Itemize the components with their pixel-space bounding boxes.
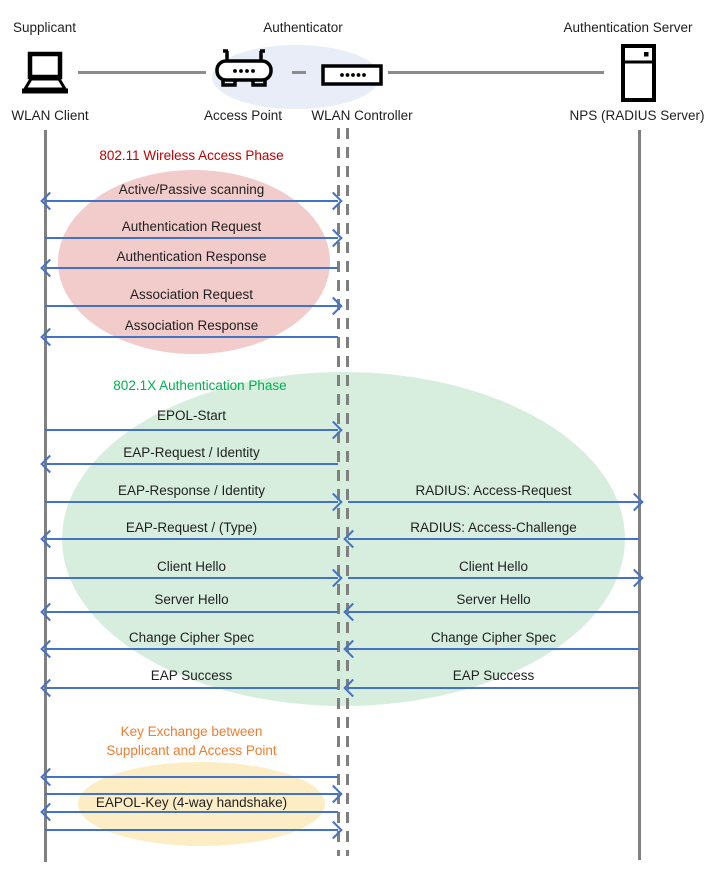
phase-title-key-exchange-line2: Supplicant and Access Point (106, 743, 277, 758)
message-arrow-left (45, 687, 338, 689)
message-arrow-right (348, 577, 639, 579)
message-arrow-left (45, 267, 338, 269)
link-ap-controller (292, 71, 306, 74)
role-supplicant: Supplicant (13, 20, 77, 35)
message-arrow-right (45, 237, 338, 239)
message-label: Change Cipher Spec (128, 630, 255, 645)
phase-title-80211: 802.11 Wireless Access Phase (99, 148, 284, 163)
message-arrow-right (348, 501, 639, 503)
message-label: Change Cipher Spec (430, 630, 557, 645)
device-wlan-controller: WLAN Controller (311, 108, 413, 123)
role-authenticator: Authenticator (263, 20, 343, 35)
handshake-label: EAPOL-Key (4-way handshake) (95, 795, 288, 810)
phase-title-key-exchange (45, 722, 338, 760)
link-client-ap (78, 71, 206, 74)
access-point-icon (213, 47, 275, 98)
message-arrow-right (45, 305, 338, 307)
message-arrow-left (348, 648, 639, 650)
handshake-arrow-left (45, 776, 338, 778)
device-wlan-client: WLAN Client (11, 108, 89, 123)
wlan-controller-icon (321, 64, 383, 91)
message-arrow-left (348, 687, 639, 689)
message-label: EAP Success (452, 668, 535, 683)
message-arrow-left (348, 538, 639, 540)
message-arrow-left (45, 611, 338, 613)
message-arrow-left (45, 463, 338, 465)
message-label: Authentication Response (116, 249, 267, 264)
message-arrow-left (45, 336, 338, 338)
message-label: EAP Success (150, 668, 233, 683)
device-nps-radius-server: NPS (RADIUS Server) (569, 108, 705, 123)
message-label: Server Hello (456, 592, 531, 607)
message-label: EPOL-Start (156, 408, 227, 423)
message-label: Association Response (124, 318, 259, 333)
message-arrow-right (45, 429, 338, 431)
message-arrow-right (45, 501, 338, 503)
message-label: EAP-Request / Identity (123, 445, 260, 460)
message-label: EAP-Request / (Type) (125, 520, 258, 535)
message-arrow-left (348, 611, 639, 613)
message-arrow-both (45, 200, 338, 202)
message-label: Authentication Request (121, 219, 262, 234)
message-label: EAP-Response / Identity (117, 483, 266, 498)
laptop-icon (16, 51, 74, 102)
message-arrow-left (45, 538, 338, 540)
message-label: RADIUS: Access-Challenge (410, 520, 577, 535)
message-label: Active/Passive scanning (118, 182, 265, 197)
link-controller-server (388, 71, 604, 74)
message-label: Server Hello (154, 592, 229, 607)
message-label: Association Request (129, 287, 254, 302)
role-authentication-server: Authentication Server (563, 20, 693, 35)
device-access-point: Access Point (203, 108, 283, 123)
message-label: Client Hello (156, 559, 227, 574)
message-arrow-right (45, 577, 338, 579)
message-label: Client Hello (458, 559, 529, 574)
server-icon (621, 44, 656, 107)
message-arrow-left (45, 648, 338, 650)
phase-title-8021x: 802.1X Authentication Phase (113, 378, 287, 393)
message-label: RADIUS: Access-Request (415, 483, 572, 498)
phase-title-key-exchange-line1: Key Exchange between (120, 724, 263, 739)
handshake-arrow-right (45, 829, 338, 831)
